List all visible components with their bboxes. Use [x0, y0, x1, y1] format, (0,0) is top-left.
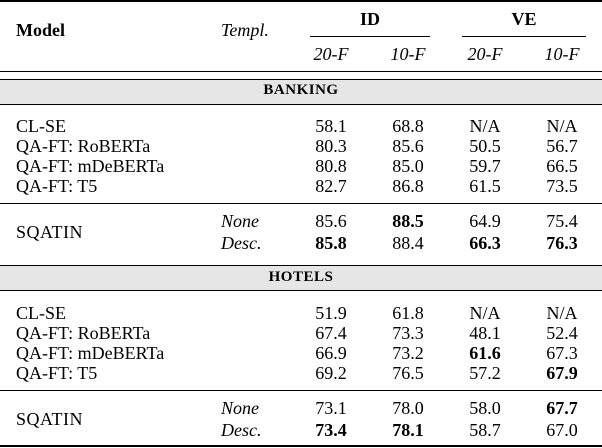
- cell-value: 76.5: [392, 363, 424, 383]
- section-rule-top-hotels: [0, 265, 602, 266]
- cell-value: 68.8: [392, 116, 424, 136]
- row-model-sqatin: SQATIN: [16, 222, 84, 242]
- cell-value: N/A: [546, 116, 578, 136]
- header-templ: Templ.: [221, 20, 269, 40]
- cell-value: 58.0: [469, 398, 501, 418]
- cell-value: 80.8: [315, 156, 347, 176]
- cell-value: 67.0: [546, 420, 578, 440]
- header-model: Model: [16, 20, 65, 40]
- cell-value: 58.7: [469, 420, 501, 440]
- cell-value: 50.5: [469, 136, 501, 156]
- row-templ: None: [221, 398, 259, 418]
- cell-value: 61.8: [392, 303, 424, 323]
- cell-value: 58.1: [315, 116, 347, 136]
- section-rule-top-banking: [0, 79, 602, 80]
- cell-value-best: 85.8: [315, 233, 347, 253]
- cell-value: 85.6: [315, 211, 347, 231]
- cell-value: 88.4: [392, 233, 424, 253]
- row-model-sqatin: SQATIN: [16, 409, 84, 429]
- cell-value: 57.2: [469, 363, 501, 383]
- cell-value: N/A: [546, 303, 578, 323]
- top-rule: [0, 0, 602, 2]
- id-group-rule: [310, 36, 430, 37]
- cell-value: 56.7: [546, 136, 578, 156]
- cell-value: 73.5: [546, 176, 578, 196]
- cell-value: 52.4: [546, 323, 578, 343]
- header-sub-ve-10f: 10-F: [544, 44, 580, 64]
- cell-value: 48.1: [469, 323, 501, 343]
- cell-value-best: 61.6: [469, 343, 501, 363]
- group-rule: [0, 390, 602, 391]
- cell-value-best: 66.3: [469, 233, 501, 253]
- cell-value: 73.3: [392, 323, 424, 343]
- row-templ: None: [221, 211, 259, 231]
- row-model: QA-FT: mDeBERTa: [16, 156, 165, 176]
- cell-value: 80.3: [315, 136, 347, 156]
- cell-value: 67.3: [546, 343, 578, 363]
- header-sub-id-20f: 20-F: [313, 44, 349, 64]
- cell-value: 73.2: [392, 343, 424, 363]
- cell-value: 73.1: [315, 398, 347, 418]
- cell-value: N/A: [469, 116, 501, 136]
- cell-value-best: 76.3: [546, 233, 578, 253]
- cell-value: 78.0: [392, 398, 424, 418]
- cell-value: 64.9: [469, 211, 501, 231]
- section-rule-bottom-hotels: [0, 290, 602, 291]
- row-model: QA-FT: mDeBERTa: [16, 343, 165, 363]
- row-model: QA-FT: RoBERTa: [16, 323, 151, 343]
- cell-value: 59.7: [469, 156, 501, 176]
- row-model: CL-SE: [16, 303, 67, 323]
- row-model: QA-FT: RoBERTa: [16, 136, 151, 156]
- cell-value: 75.4: [546, 211, 578, 231]
- row-templ: Desc.: [221, 420, 262, 440]
- section-title-hotels: HOTELS: [268, 269, 334, 285]
- ve-group-rule: [462, 36, 586, 37]
- cell-value: 61.5: [469, 176, 501, 196]
- header-group-id: ID: [359, 9, 380, 29]
- cell-value: 86.8: [392, 176, 424, 196]
- bottom-rule: [0, 445, 602, 447]
- cell-value: 51.9: [315, 303, 347, 323]
- cell-value-best: 67.9: [546, 363, 578, 383]
- cell-value-best: 78.1: [392, 420, 424, 440]
- row-templ: Desc.: [221, 233, 262, 253]
- cell-value-best: 73.4: [315, 420, 347, 440]
- row-model: CL-SE: [16, 116, 67, 136]
- cell-value: N/A: [469, 303, 501, 323]
- cell-value: 82.7: [315, 176, 347, 196]
- cell-value-best: 67.7: [546, 398, 578, 418]
- header-rule: [0, 71, 602, 72]
- header-group-ve: VE: [511, 9, 537, 29]
- cell-value: 67.4: [315, 323, 347, 343]
- row-model: QA-FT: T5: [16, 176, 98, 196]
- cell-value: 66.9: [315, 343, 347, 363]
- row-model: QA-FT: T5: [16, 363, 98, 383]
- section-rule-bottom-banking: [0, 104, 602, 105]
- header-sub-ve-20f: 20-F: [467, 44, 503, 64]
- header-sub-id-10f: 10-F: [390, 44, 426, 64]
- section-title-banking: BANKING: [263, 82, 339, 98]
- cell-value-best: 88.5: [392, 211, 424, 231]
- group-rule: [0, 203, 602, 204]
- cell-value: 69.2: [315, 363, 347, 383]
- cell-value: 66.5: [546, 156, 578, 176]
- cell-value: 85.6: [392, 136, 424, 156]
- cell-value: 85.0: [392, 156, 424, 176]
